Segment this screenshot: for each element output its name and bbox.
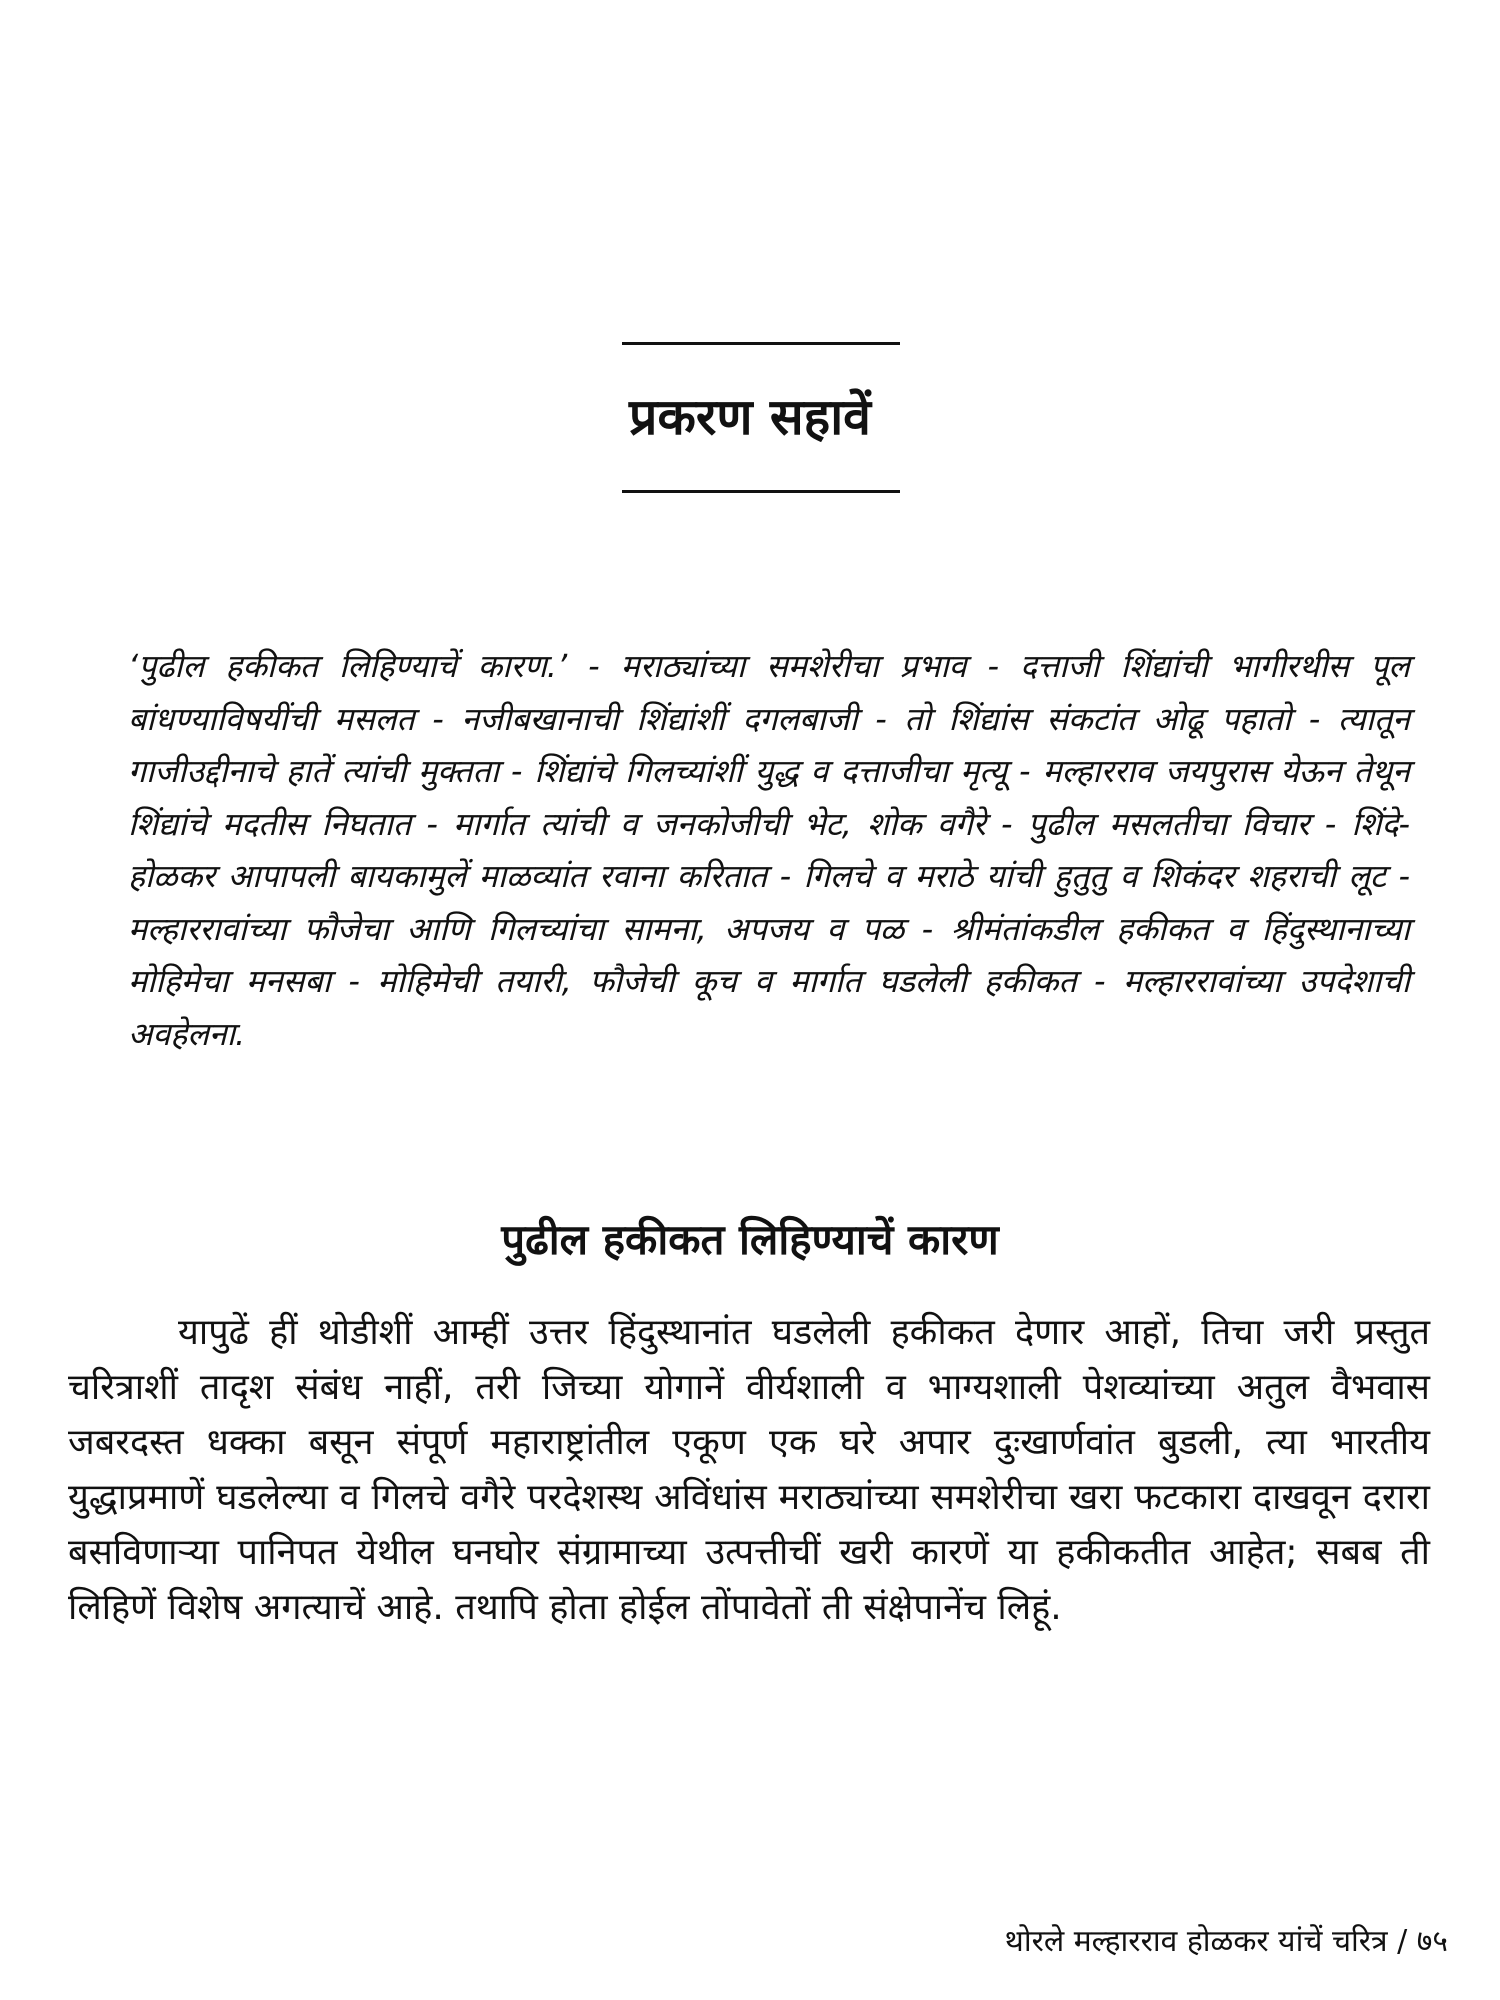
chapter-summary: ‘पुढील हकीकत लिहिण्याचें कारण.’ - मराठ्यांच्या समशेरीचा प्रभाव - दत्ताजी शिंद्यांची भागीरथीस पूल बांधण्याविषयींची मसलत - नजीबखानाची शिंद्यांशीं दगलबाजी - तो शिंद्यांस संकटांत ओढू पहातो - त्यातून गाजीउद्दीनाचे हातें त्यांची मुक्तता - शिंद्यांचे गिलच्यांशीं युद्ध व दत्ताजीचा मृत्यू - मल्हारराव जयपुरास येऊन तेथून शिंद्यांचे मदतीस निघतात - मार्गात त्यांची व जनकोजीची भेट, शोक वगैरे - पुढील मसलतीचा विचार - शिंदे-होळकर आपापली बायकामुलें माळव्यांत रवाना करितात - गिलचे व मराठे यांची हुतुतु व शिकंदर शहराची लूट - मल्हाररावांच्या फौजेचा आणि गिलच्यांचा सामना, अपजय व पळ - श्रीमंतांकडील हकीकत व हिंदुस्थानाच्या मोहिमेचा मनसबा - मोहिमेची तयारी, फौजेची कूच व मार्गात घडलेली हकीकत - मल्हाररावांच्या उपदेशाची अवहेलना. <box>128 647 1410 1053</box>
footer-book-title: थोरले मल्हारराव होळकर यांचें चरित्र <box>1004 1924 1388 1959</box>
title-rule-bottom <box>622 490 900 493</box>
page-footer <box>1005 1922 1448 1962</box>
title-rule-top <box>622 342 900 345</box>
section-body-paragraph: यापुढें हीं थोडीशीं आम्हीं उत्तर हिंदुस्थानांत घडलेली हकीकत देणार आहों, तिचा जरी प्रस्तुत चरित्राशीं तादृश संबंध नाहीं, तरी जिच्या योगानें वीर्यशाली व भाग्यशाली पेशव्यांच्या अतुल वैभवास जबरदस्त धक्का बसून संपूर्ण महाराष्ट्रांतील एकूण एक घरे अपार दुःखार्णवांत बुडली, त्या भारतीय युद्धाप्रमाणें घडलेल्या व गिलचे वगैरे परदेशस्थ अविंधांस मराठ्यांच्या समशेरीचा खरा फटकारा दाखवून दरारा बसविणाऱ्या पानिपत येथील घनघोर संग्रामाच्या उत्पत्तीचीं खरी कारणें या हकीकतीत आहेत; सबब ती लिहिणें विशेष अगत्याचें आहे. तथापि होता होईल तोंपावेतों ती संक्षेपानेंच लिहूं. <box>68 1312 1430 1628</box>
footer-separator: / <box>1397 1924 1408 1959</box>
page-number: ७५ <box>1416 1924 1448 1959</box>
section-heading: पुढील हकीकत लिहिण्याचें कारण <box>501 1215 999 1264</box>
chapter-title: प्रकरण सहावें <box>629 388 871 446</box>
